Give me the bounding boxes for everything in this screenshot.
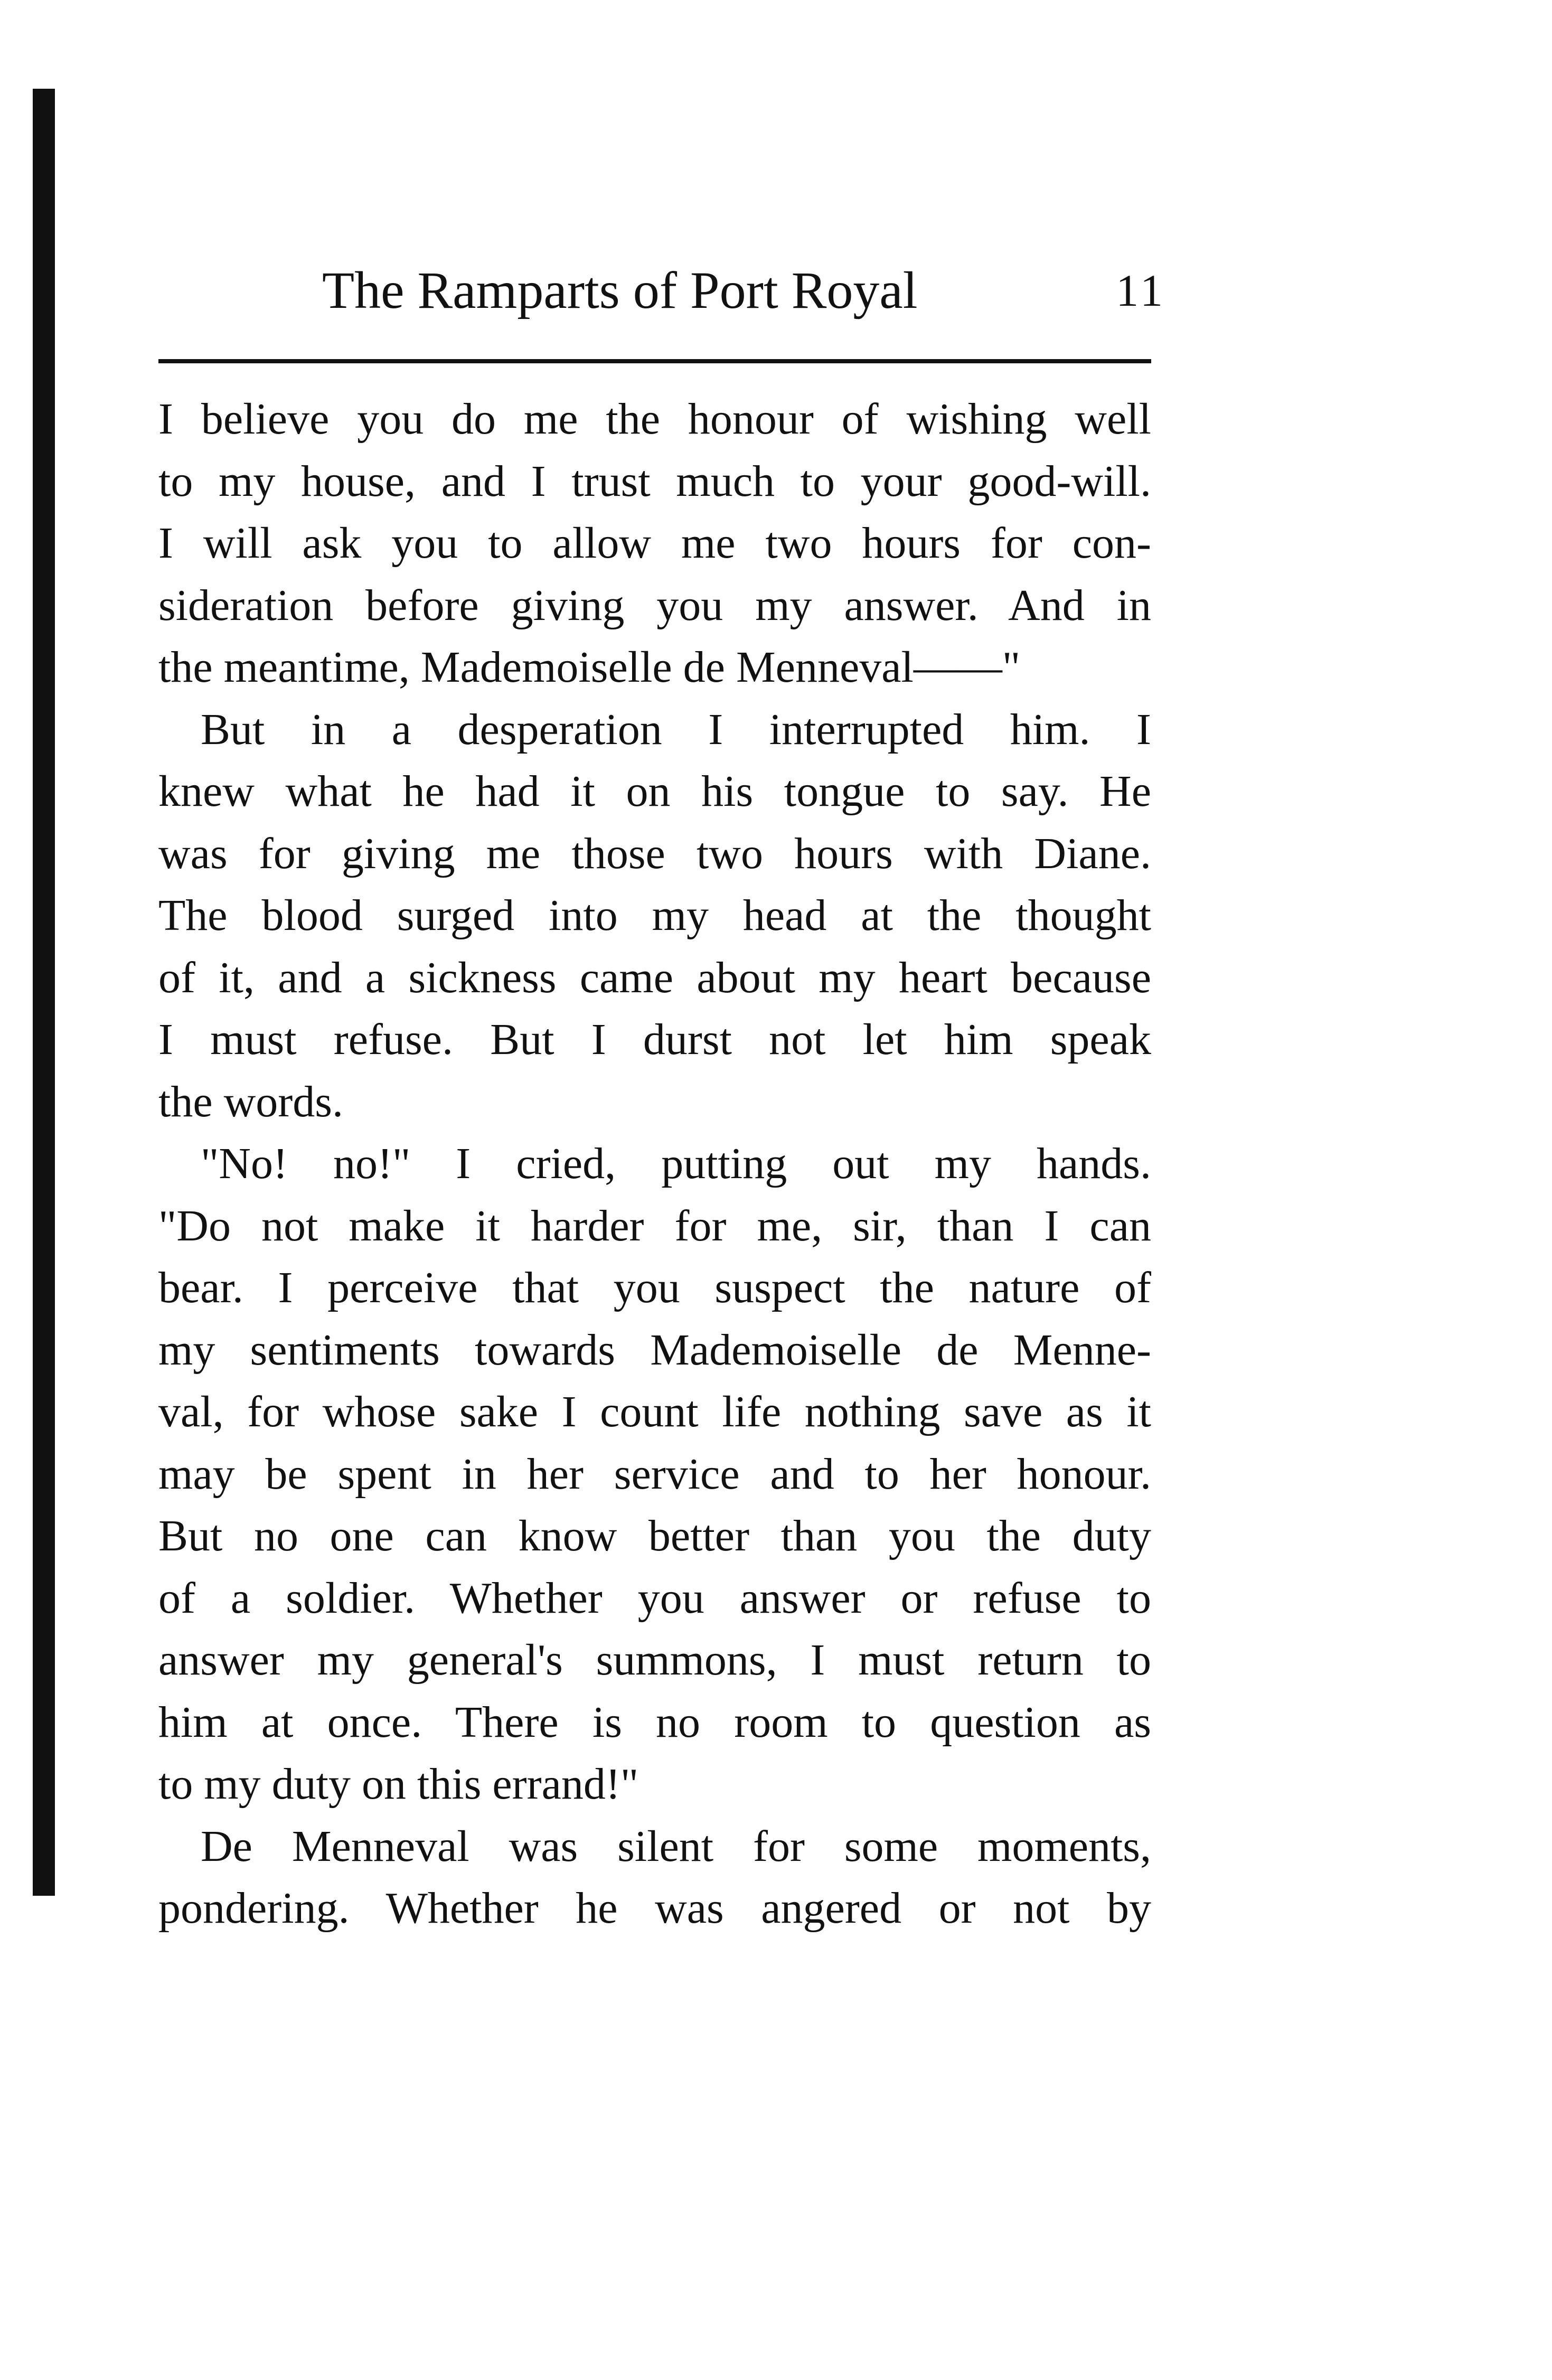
text-line: of a soldier. Whether you answer or refuse to — [158, 1574, 1151, 1623]
text-line: the meantime, Mademoiselle de Menneval——" — [158, 643, 1021, 692]
text-line: may be spent in her service and to her honour. — [158, 1450, 1151, 1499]
text-line: val, for whose sake I count life nothing save as it — [158, 1387, 1151, 1436]
text-line: my sentiments towards Mademoiselle de Menne- — [158, 1325, 1151, 1375]
text-line: knew what he had it on his tongue to say. He — [158, 767, 1151, 816]
text-line: the words. — [158, 1077, 343, 1126]
running-title: The Ramparts of Port Royal — [322, 261, 918, 319]
text-line: to my duty on this errand!" — [158, 1760, 639, 1809]
text-line: But in a desperation I interrupted him. I — [201, 705, 1151, 754]
text-line: De Menneval was silent for some moments, — [201, 1822, 1151, 1871]
text-line: pondering. Whether he was angered or not by — [158, 1884, 1151, 1933]
text-line: of it, and a sickness came about my heart because — [158, 953, 1151, 1002]
text-line: him at once. There is no room to question as — [158, 1698, 1151, 1747]
text-line: I must refuse. But I durst not let him speak — [158, 1015, 1151, 1064]
text-line: bear. I perceive that you suspect the nature of — [158, 1263, 1151, 1312]
text-line: I will ask you to allow me two hours for con- — [158, 519, 1151, 568]
text-line: The blood surged into my head at the thought — [158, 891, 1151, 940]
text-line: answer my general's summons, I must return to — [158, 1635, 1151, 1685]
text-line: to my house, and I trust much to your good-will. — [158, 457, 1151, 506]
text-line: sideration before giving you my answer. And in — [158, 581, 1151, 630]
text-line: I believe you do me the honour of wishing well — [158, 394, 1151, 444]
text-line: "No! no!" I cried, putting out my hands. — [201, 1139, 1151, 1188]
text-line: But no one can know better than you the duty — [158, 1511, 1151, 1560]
page-number: 11 — [1116, 265, 1166, 316]
text-line: was for giving me those two hours with Diane. — [158, 829, 1151, 878]
text-line: "Do not make it harder for me, sir, than I can — [158, 1201, 1151, 1250]
